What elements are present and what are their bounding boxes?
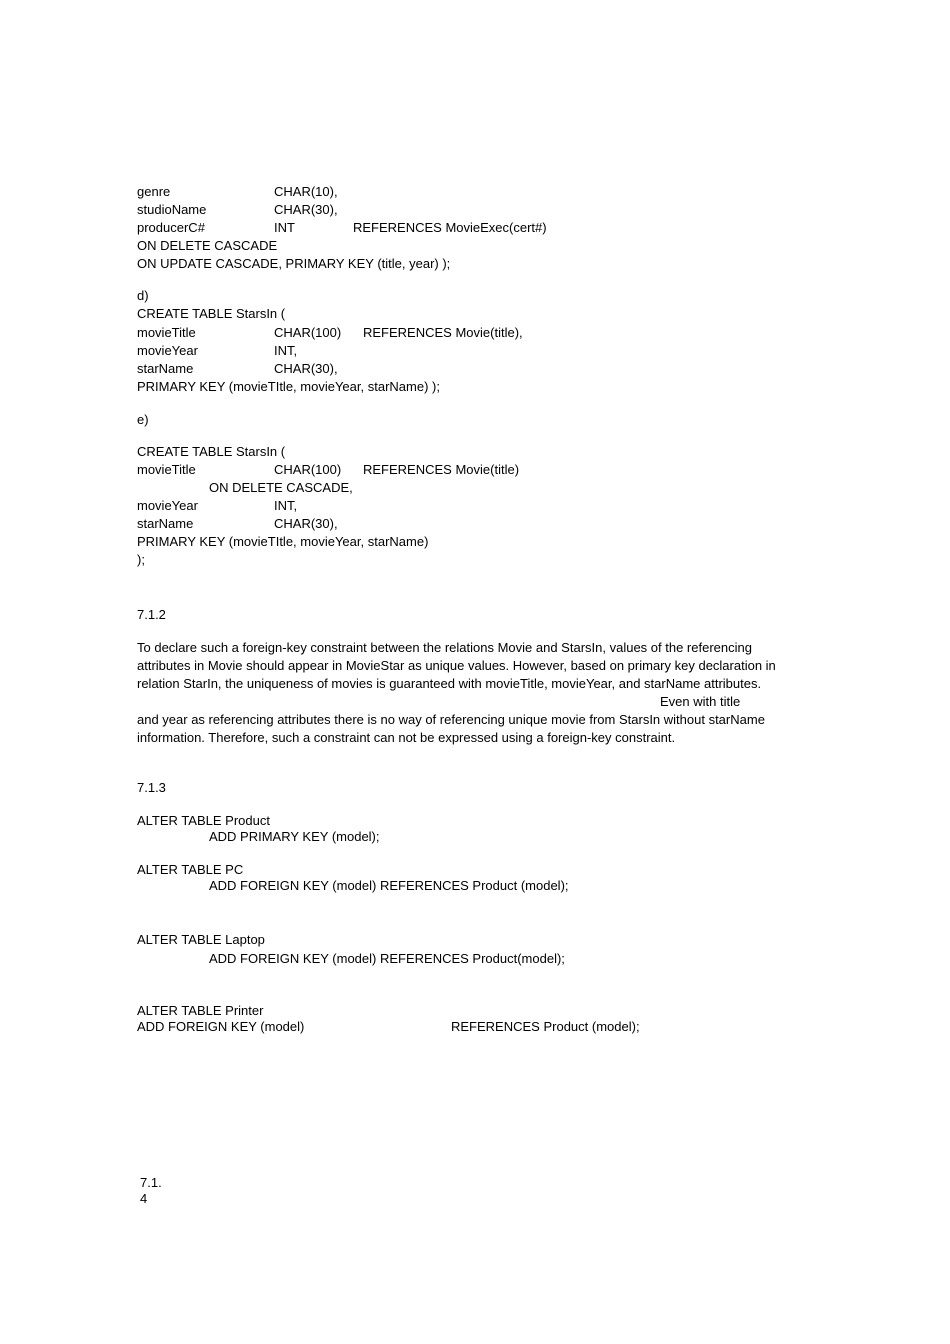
producer-type: INT [274,220,295,235]
d-starname-name: starName [137,361,194,376]
paragraph-line: information. Therefore, such a constraint can not be expressed using a foreign-key constraint. [137,730,676,745]
e-starname-name: starName [137,516,194,531]
alter-product: ALTER TABLE Product [137,813,270,828]
alter-printer-ref: REFERENCES Product (model); [451,1019,640,1034]
alter-printer-add: ADD FOREIGN KEY (model) [137,1019,305,1034]
c-on-update: ON UPDATE CASCADE, PRIMARY KEY (title, year) ); [137,256,451,271]
alter-printer: ALTER TABLE Printer [137,1003,264,1018]
e-starname-type: CHAR(30), [274,516,338,531]
d-movieyear-name: movieYear [137,343,198,358]
heading-7-1-4-part1: 7.1. [140,1175,162,1190]
genre-name: genre [137,184,171,199]
d-create-table: CREATE TABLE StarsIn ( [137,306,286,321]
d-movietitle-name: movieTitle [137,325,196,340]
alter-product-add: ADD PRIMARY KEY (model); [209,829,380,844]
studioname-type: CHAR(30), [274,202,338,217]
c-on-delete: ON DELETE CASCADE [137,238,278,253]
e-primary-key: PRIMARY KEY (movieTItle, movieYear, starName) [137,534,429,549]
section-e-label: e) [137,412,149,427]
d-starname-type: CHAR(30), [274,361,338,376]
e-movietitle-ref: REFERENCES Movie(title) [363,462,520,477]
alter-pc: ALTER TABLE PC [137,862,244,877]
alter-laptop: ALTER TABLE Laptop [137,932,265,947]
e-movietitle-type: CHAR(100) [274,462,342,477]
paragraph-line: attributes in Movie should appear in MovieStar as unique values. However, based on primary key declaration in [137,658,776,673]
section-d-label: d) [137,288,149,303]
paragraph-line: Even with title [660,694,741,709]
d-movietitle-ref: REFERENCES Movie(title), [363,325,523,340]
producer-ref: REFERENCES MovieExec(cert#) [353,220,547,235]
e-on-delete: ON DELETE CASCADE, [209,480,353,495]
alter-pc-add: ADD FOREIGN KEY (model) REFERENCES Product (model); [209,878,569,893]
d-movieyear-type: INT, [274,343,298,358]
studioname-name: studioName [137,202,207,217]
producer-name: producerC# [137,220,205,235]
e-create-table: CREATE TABLE StarsIn ( [137,444,286,459]
d-primary-key: PRIMARY KEY (movieTItle, movieYear, starName) ); [137,379,440,394]
paragraph-line: and year as referencing attributes there is no way of referencing unique movie from StarsIn without starName [137,712,765,727]
heading-7-1-3: 7.1.3 [137,780,166,795]
genre-type: CHAR(10), [274,184,338,199]
heading-7-1-4-part2: 4 [140,1191,148,1206]
paragraph-line: To declare such a foreign-key constraint between the relations Movie and StarsIn, values of the referencing [137,640,752,655]
heading-7-1-2: 7.1.2 [137,607,166,622]
e-movieyear-type: INT, [274,498,298,513]
e-close: ); [137,552,145,567]
d-movietitle-type: CHAR(100) [274,325,342,340]
paragraph-line: relation StarIn, the uniqueness of movies is guaranteed with movieTitle, movieYear, and starName attributes. [137,676,762,691]
e-movietitle-name: movieTitle [137,462,196,477]
alter-laptop-add: ADD FOREIGN KEY (model) REFERENCES Product(model); [209,951,565,966]
e-movieyear-name: movieYear [137,498,198,513]
